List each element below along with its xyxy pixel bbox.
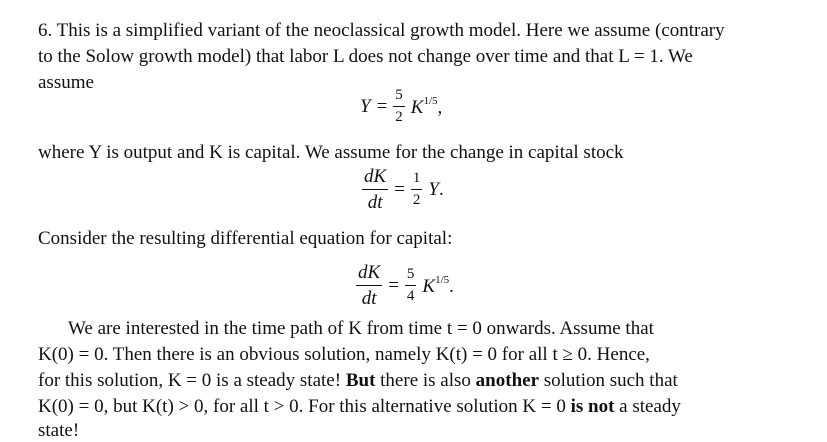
equation-capital-change: $\frac{dK}{dt}$ = $\frac{1}{2}$ Y. (364, 166, 444, 213)
text-line-5: Consider the resulting differential equation for capital: (38, 228, 453, 249)
eq1-fraction: $\frac{5}{2}$ (395, 87, 403, 125)
eq1-op: = (376, 95, 388, 117)
text-line-6: We are interested in the time path of K from time t = 0 onwards. Assume that (68, 318, 654, 339)
bold-but: But (345, 370, 376, 391)
text-line-8: for this solution, K = 0 is a steady state! But there is also another solution such that (38, 370, 678, 391)
bold-another: another (475, 370, 539, 391)
eq3-fraction: $\frac{5}{4}$ (406, 266, 415, 304)
eq3-derivative: $\frac{dK}{dt}$ (358, 262, 381, 309)
equation-differential: $\frac{dK}{dt}$ = $\frac{5}{4}$ K1/5. (358, 262, 454, 309)
eq1-var: K (410, 96, 424, 118)
text-line-4: where Y is output and K is capital. We assume for the change in capital stock (38, 142, 624, 163)
equation-output: Y = $\frac{5}{2}$ K1/5, (360, 87, 443, 125)
text-line-3: assume (38, 72, 94, 93)
text-line-2: to the Solow growth model) that labor L does not change over time and that L = 1. We (38, 46, 693, 67)
text-line-10: state! (38, 420, 80, 441)
text-line-9: K(0) = 0, but K(t) > 0, for all t > 0. For this alternative solution K = 0 is not a steady (38, 396, 681, 417)
eq2-derivative: $\frac{dK}{dt}$ (364, 166, 387, 213)
eq3-exponent: 1/5 (435, 273, 450, 286)
eq1-lhs: Y (360, 95, 371, 117)
eq2-fraction: $\frac{1}{2}$ (412, 170, 421, 208)
text-line-1: 6. This is a simplified variant of the neoclassical growth model. Here we assume (contrary (38, 20, 725, 41)
eq1-exponent: 1/5 (423, 94, 438, 107)
text-line-7: K(0) = 0. Then there is an obvious solution, namely K(t) = 0 for all t ≥ 0. Hence, (38, 344, 650, 365)
bold-is-not: is not (570, 396, 615, 417)
